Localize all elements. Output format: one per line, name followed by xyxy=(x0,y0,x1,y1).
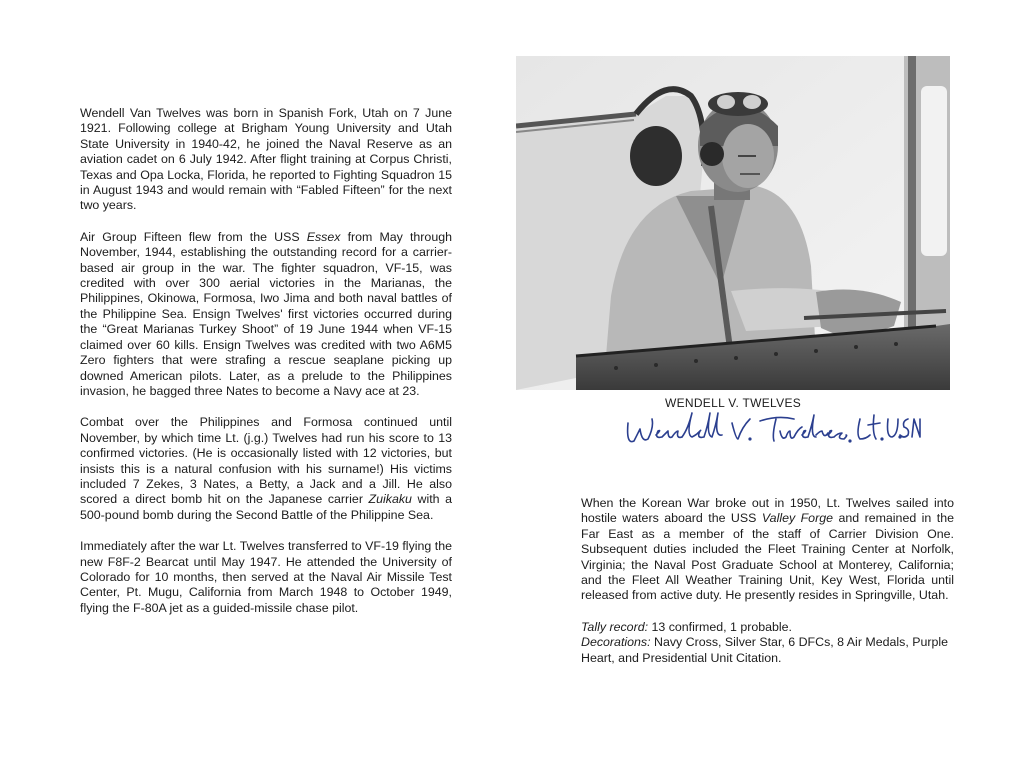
pilot-portrait-image xyxy=(516,56,950,390)
tally-record xyxy=(581,620,954,635)
ship-name: Valley Forge xyxy=(761,511,833,526)
service-summary xyxy=(581,620,954,666)
bio-paragraph-korea: When the Korean War broke out in 1950, Lt. Twelves sailed into hostile waters aboard the USS Valley Forge and remained in the Far East as a member of the staff of Carrier Division One. Subsequent duties included the Fleet Training Center at Norfolk, Virginia; the Naval Post Graduate School at Monterey, California; and the Fleet All Weather Training Unit, Key West, Florida until released from active duty. He presently resides in Springville, Utah. xyxy=(581,496,954,603)
tally-label: Tally record: xyxy=(581,619,649,634)
bio-paragraph-early-life: Wendell Van Twelves was born in Spanish Fork, Utah on 7 June 1921. Following college at Brigham Young University and Utah State University in 1940-42, he joined the Naval Reserve as an aviation cadet on 6 July 1942. After flight training at Corpus Christi, Texas and Opa Locka, Florida, he reported to Fighting Squadron 15 in August 1943 and would remain with “Fabled Fifteen” for the next two years. xyxy=(80,106,452,213)
bio-paragraph-combat: Combat over the Philippines and Formosa continued until November, by which time Lt. (j.g.) Twelves had run his score to 13 confirmed victories. (He is occasionally listed with 12 victories, but insists this is a natural confusion with his surname!) His victims included 7 Zekes, 3 Nates, a Betty, a Jack and a Jill. He also scored a direct bomb hit on the Japanese carrier Zuikaku with a 500-pound bomb during the Second Battle of the Philippine Sea. xyxy=(80,415,453,522)
ship-name: Essex xyxy=(306,229,341,244)
decorations xyxy=(581,635,954,666)
biography-left-column xyxy=(80,106,452,632)
biography-right-column xyxy=(581,496,954,666)
handwritten-signature xyxy=(622,405,942,451)
decorations-value: Navy Cross, Silver Star, 6 DFCs, 8 Air Medals, Purple Heart, and Presidential Unit Citation. xyxy=(581,635,949,665)
photo-caption: WENDELL V. TWELVES xyxy=(664,396,802,410)
decorations-label: Decorations: xyxy=(581,635,651,650)
bio-paragraph-postwar: Immediately after the war Lt. Twelves transferred to VF-19 flying the new F8F-2 Bearcat until May 1947. He attended the University of Colorado for 10 months, then served at the Naval Air Missile Test Center, Pt. Mugu, California from March 1948 to October 1949, flying the F-80A jet as a guided-missile chase pilot. xyxy=(80,539,452,615)
tally-value: 13 confirmed, 1 probable. xyxy=(648,619,792,634)
pilot-portrait-photo xyxy=(516,56,950,390)
bio-paragraph-air-group: Air Group Fifteen flew from the USS Essex from May through November, 1944, establishing the outstanding record for a carrier-based air group in the war. The fighter squadron, VF-15, was credited with over 300 aerial victories in the Marianas, the Philippines, Okinowa, Formosa, Iwo Jima and both naval battles of the Philippine Sea. Ensign Twelves' first victories occurred during the “Great Marianas Turkey Shoot” of 19 June 1944 when VF-15 claimed over 60 kills. Ensign Twelves was credited with two A6M5 Zero fighters that were strafing a rescue seaplane picking up downed American pilots. Later, as a prelude to the Philippines invasion, he bagged three Nates to become a Navy ace at 23. xyxy=(80,229,452,398)
signature-image xyxy=(622,405,922,451)
ship-name: Zuikaku xyxy=(368,492,412,507)
